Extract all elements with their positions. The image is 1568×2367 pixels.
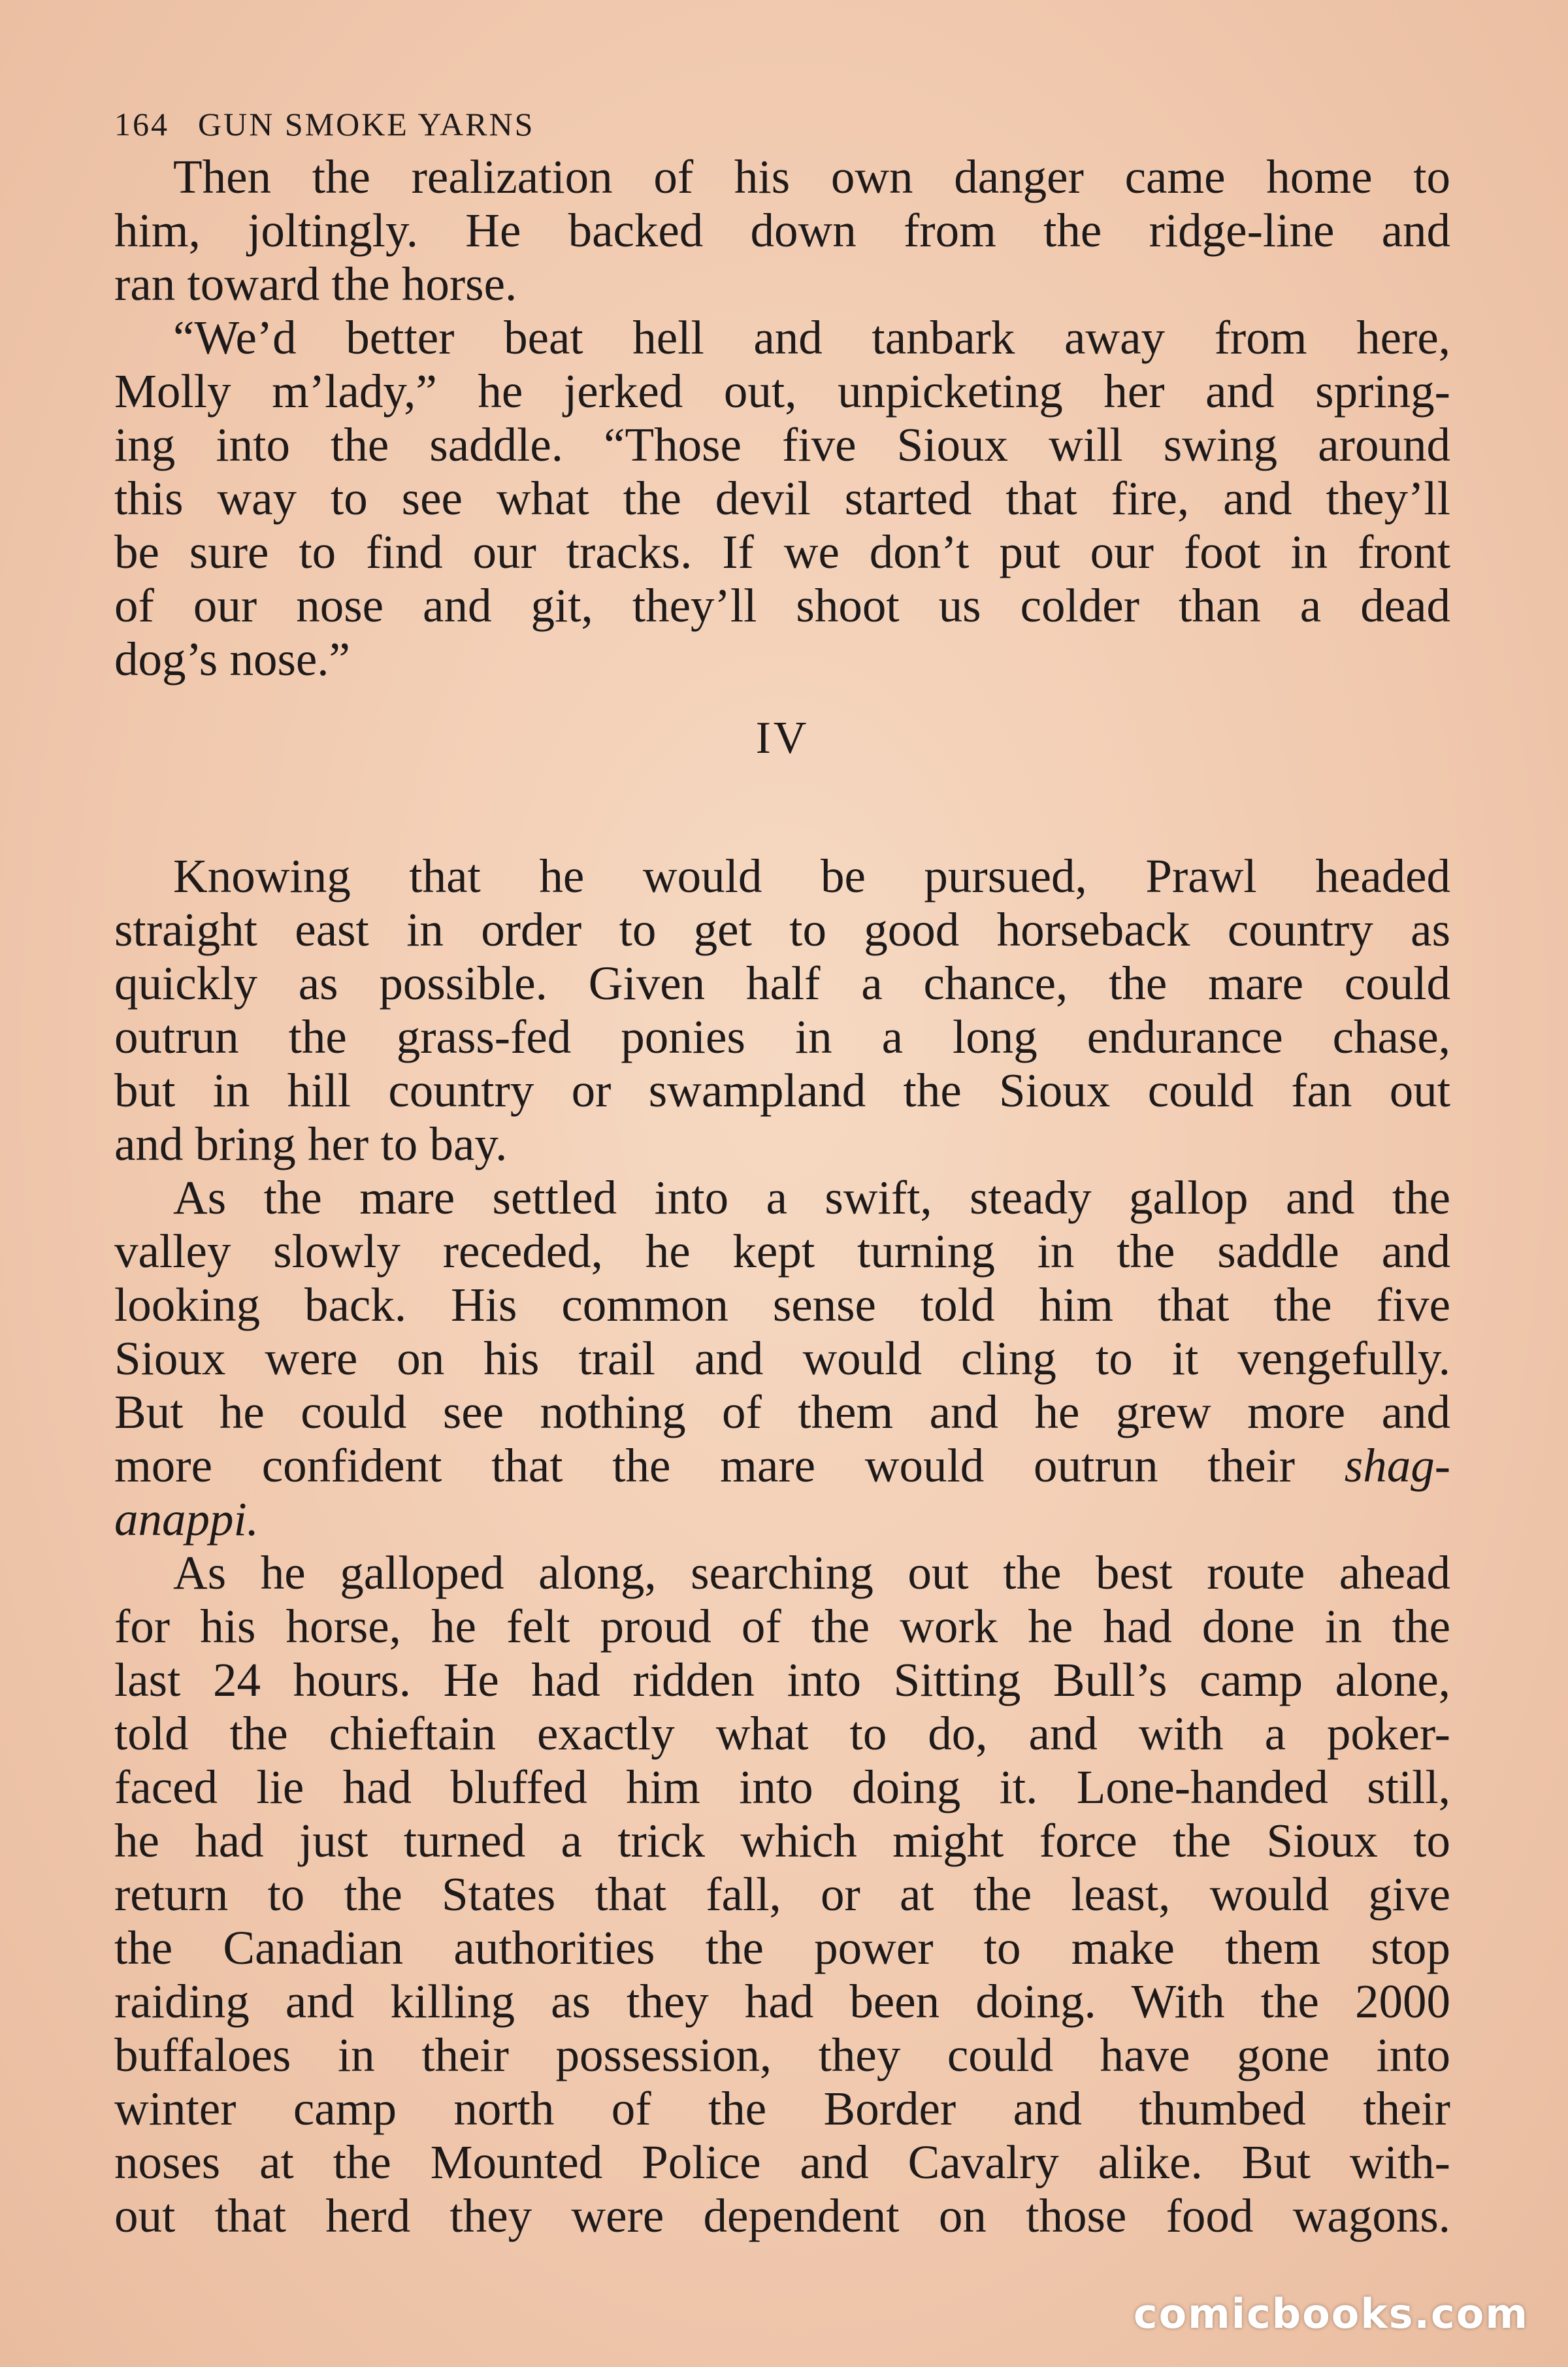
watermark-logo: comicbooks.com [1133,2290,1529,2338]
text-line: for his horse, he felt proud of the work he had done in the [114,1600,1450,1653]
text-line: the Canadian authorities the power to make them stop [114,1921,1450,1974]
text-line: be sure to find our tracks. If we don’t put our foot in front [114,525,1450,578]
text-line: As he galloped along, searching out the best route ahead [173,1546,1450,1599]
text-line: quickly as possible. Given half a chance, the mare could [114,957,1450,1010]
text-line: But he could see nothing of them and he grew more and [114,1385,1450,1438]
text-line: valley slowly receded, he kept turning in the saddle and [114,1225,1450,1278]
text-line: and bring her to bay. [114,1117,508,1170]
text-line: last 24 hours. He had ridden into Sitting Bull’s camp alone, [114,1653,1450,1706]
book-title: GUN SMOKE YARNS [198,106,535,142]
text-line: Sioux were on his trail and would cling to it vengefully. [114,1332,1450,1385]
text-line [114,1439,1450,1493]
text-line: buffaloes in their possession, they could have gone into [114,2028,1450,2081]
text-line: this way to see what the devil started that fire, and they’ll [114,472,1450,525]
text-line: straight east in order to get to good horseback country as [114,903,1450,956]
page-number: 164 [114,106,169,142]
text-line: Then the realization of his own danger came home to [173,150,1450,203]
text-line: out that herd they were dependent on those food wagons. [114,2189,1450,2242]
text-line: looking back. His common sense told him that the five [114,1278,1450,1331]
text-line: ran toward the horse. [114,257,517,310]
text-line: dog’s nose.” [114,633,350,686]
italic-word: shag- [1344,1439,1450,1492]
text-line: him, joltingly. He backed down from the ridge-line and [114,204,1450,257]
book-page [114,98,1450,2243]
text-line: “We’d better beat hell and tanbark away from here, [173,311,1450,364]
text-line: return to the States that fall, or at the least, would give [114,1868,1450,1921]
text-line: but in hill country or swampland the Sioux could fan out [114,1064,1450,1117]
paragraph-proud [114,1546,1450,2243]
text-line: faced lie had bluffed him into doing it. Lone-handed still, [114,1761,1450,1813]
running-head [114,98,1450,150]
text-line: noses at the Mounted Police and Cavalry alike. But with- [114,2136,1450,2189]
text-line: ing into the saddle. “Those five Sioux will swing around [114,418,1450,471]
text-line: raiding and killing as they had been doing. With the 2000 [114,1975,1450,2028]
paragraph-gallop [114,1171,1450,1546]
section-gap [114,817,1450,850]
paragraph-pursued [114,850,1450,1171]
text-line: Knowing that he would be pursued, Prawl headed [173,850,1450,902]
text-line: he had just turned a trick which might force the Sioux to [114,1814,1450,1867]
text-line: As the mare settled into a swift, steady gallop and the [173,1171,1450,1224]
text-line: outrun the grass-fed ponies in a long endurance chase, [114,1010,1450,1063]
text-fragment: more confident that the mare would outrun their [114,1439,1296,1492]
paragraph-danger [114,150,1450,311]
text-line: Molly m’lady,” he jerked out, unpicketing her and spring- [114,365,1450,418]
text-line: told the chieftain exactly what to do, and with a poker- [114,1707,1450,1760]
chapter-heading: IV [755,713,809,763]
text-line: of our nose and git, they’ll shoot us colder than a dead [114,579,1450,632]
paragraph-dialogue [114,311,1450,686]
text-line: winter camp north of the Border and thumbed their [114,2082,1450,2135]
text-line: anappi. [114,1493,259,1546]
